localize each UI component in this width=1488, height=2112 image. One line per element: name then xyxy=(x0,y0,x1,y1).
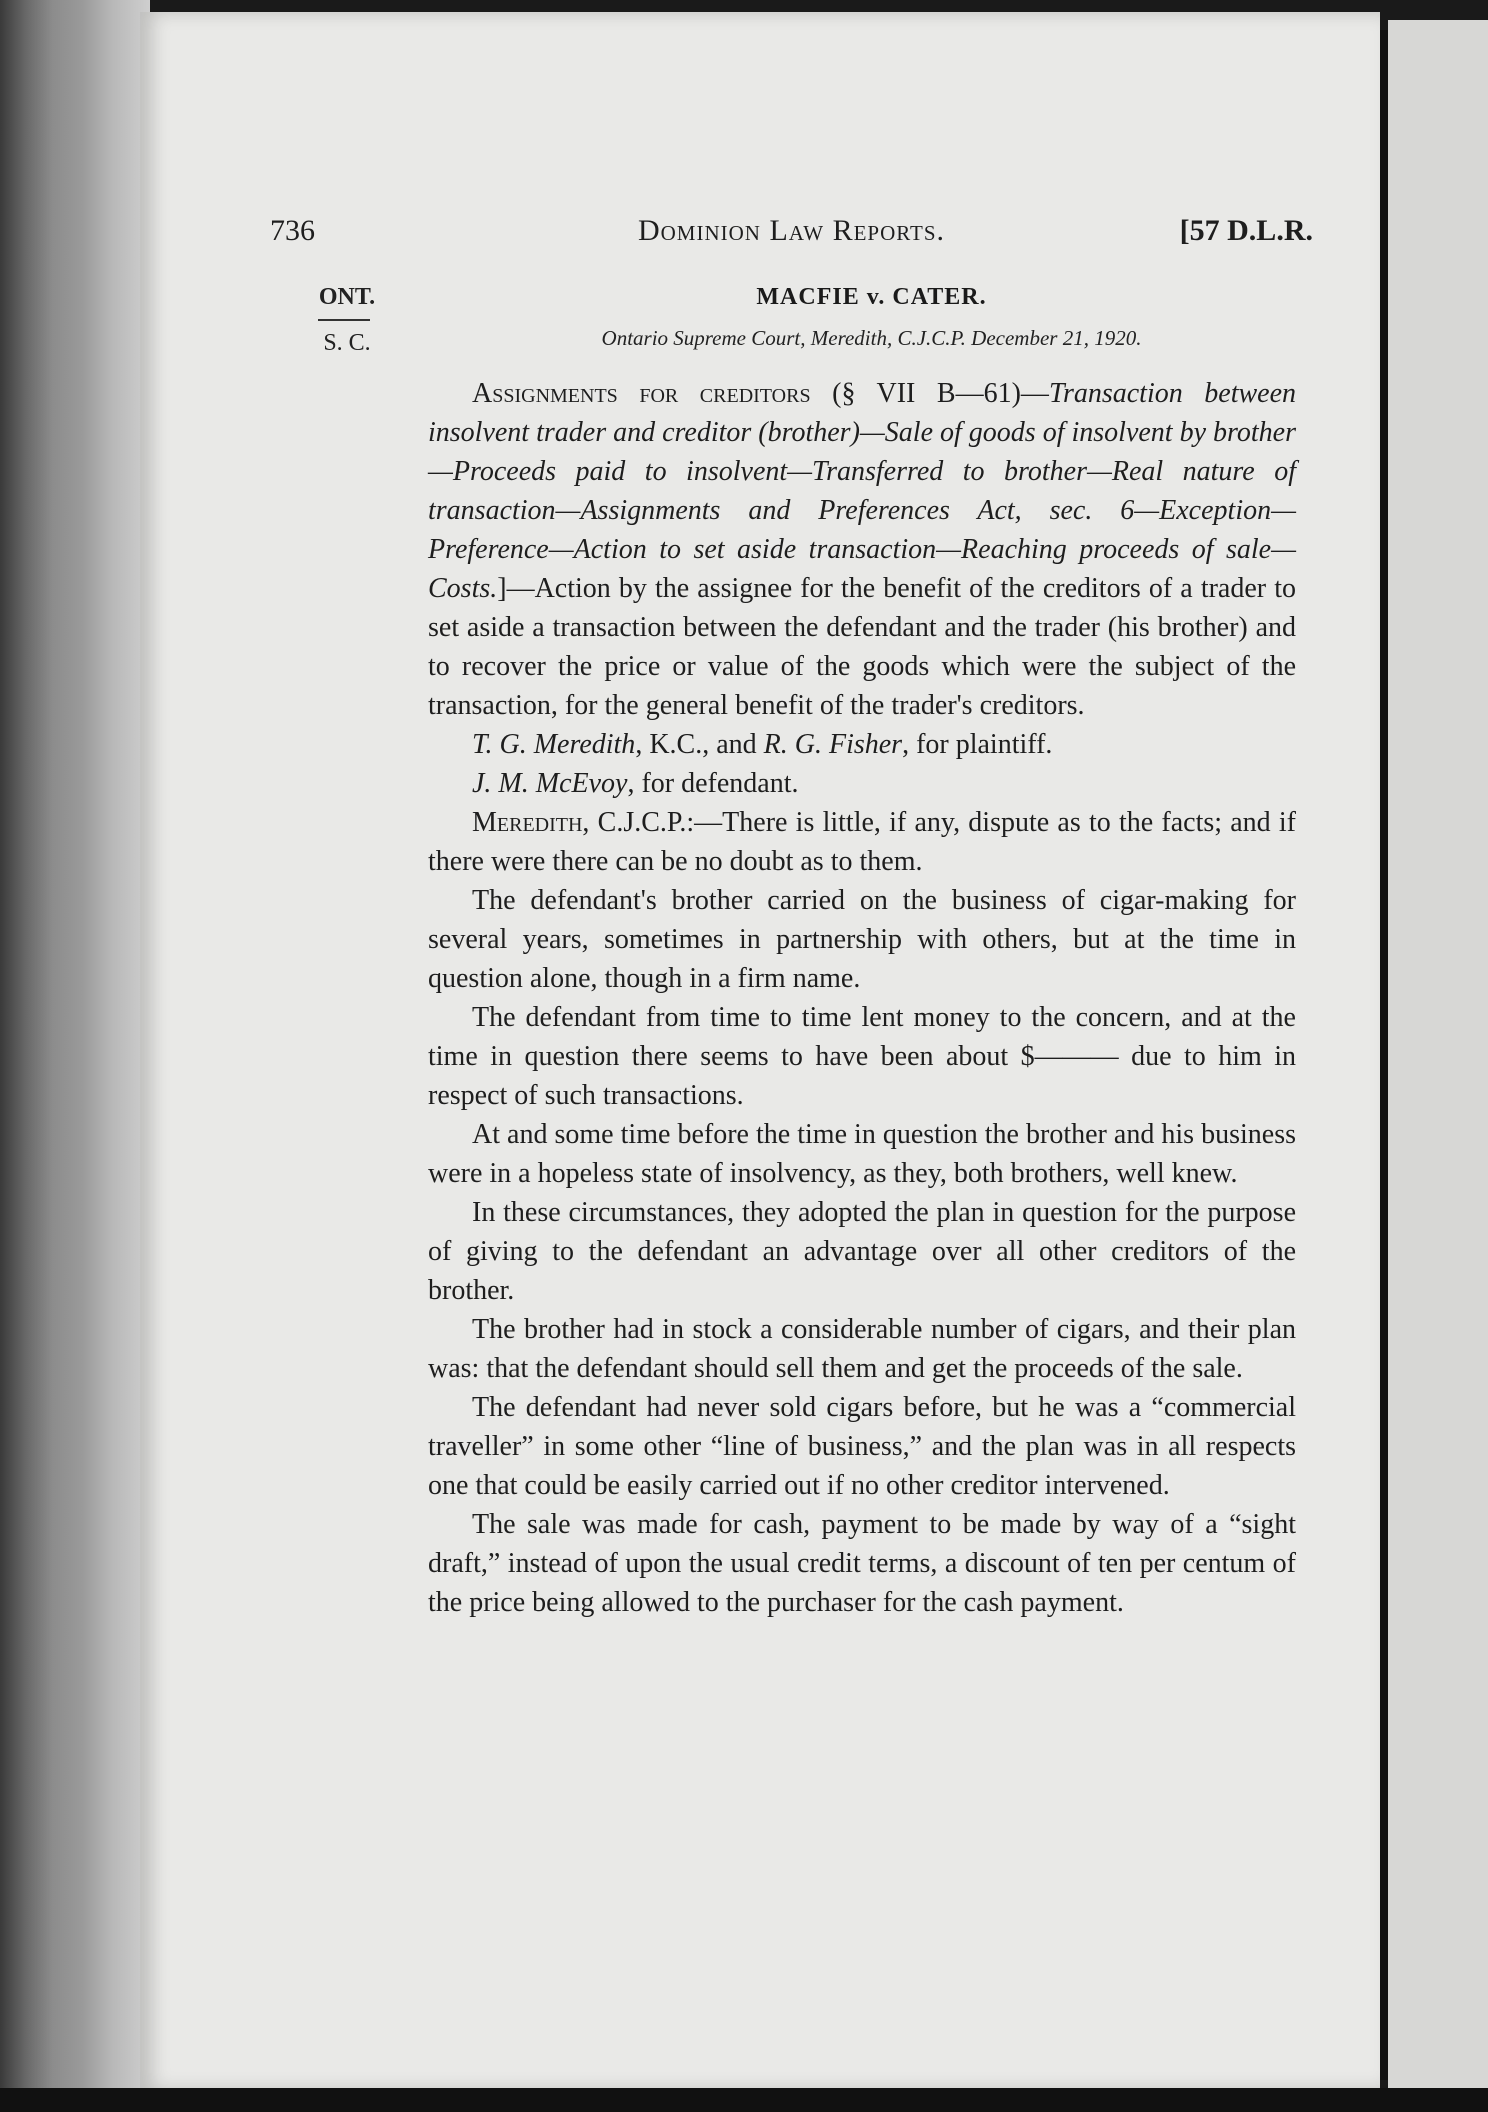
court-line: Ontario Supreme Court, Meredith, C.J.C.P. December 21, 1920. xyxy=(601,326,1142,350)
judgment-paragraph: The defendant from time to time lent money to the concern, and at the time in question there seems to have been about $——— due to him in respect of such transactions. xyxy=(428,1002,1296,1111)
book-gutter xyxy=(1380,30,1388,2080)
book-page-edges xyxy=(0,0,150,2112)
page-number: 736 xyxy=(270,214,315,247)
margin-court: S. C. xyxy=(323,330,371,356)
margin-province: ONT. xyxy=(318,284,376,310)
book-title: Dominion Law Reports. xyxy=(637,214,946,247)
report-body xyxy=(428,374,1296,1622)
judgment-paragraph: In these circumstances, they adopted the plan in question for the purpose of giving to the defendant an advantage over all other creditors of the brother. xyxy=(428,1197,1296,1306)
counsel-defendant: J. M. McEvoy, for defendant. xyxy=(472,768,799,799)
judgment-paragraph: The sale was made for cash, payment to be made by way of a “sight draft,” instead of upon the usual credit terms, a discount of ten per centum of the price being allowed to the purchaser for the cash payment. xyxy=(428,1509,1296,1618)
judge-name: Meredith, C.J.C.P. xyxy=(472,807,687,838)
margin-rule xyxy=(318,319,370,321)
headnote xyxy=(428,374,1296,725)
headnote-text: ]—Action by the assignee for the benefit of the creditors of a trader to set aside a transaction between the defendant and the trader (his brother) and to recover the price or value of the goods which were the subject of the transaction, for the general benefit of the trader's creditors. xyxy=(428,573,1296,721)
counsel-plaintiff: T. G. Meredith, K.C., and R. G. Fisher, for plaintiff. xyxy=(472,729,1053,760)
headnote-section: (§ VII B—61)— xyxy=(832,378,1049,409)
case-title: MACFIE v. CATER. xyxy=(756,284,987,310)
judgment-paragraph: The brother had in stock a considerable number of cigars, and their plan was: that the defendant should sell them and get the proceeds of the sale. xyxy=(428,1314,1296,1384)
judgment-opening: Meredith, C.J.C.P.:—There is little, if any, dispute as to the facts; and if there were there can be no doubt as to them. xyxy=(428,807,1297,877)
running-head xyxy=(270,214,1313,254)
headnote-topic: Assignments for creditors xyxy=(472,378,811,409)
judgment-paragraph: At and some time before the time in question the brother and his business were in a hopeless state of insolvency, as they, both brothers, well knew. xyxy=(428,1119,1296,1189)
headnote-digest: Transaction between insolvent trader and creditor (brother)—Sale of goods of insolvent by brother—Proceeds paid to insolvent—Transferred to brother—Real nature of transaction—Assignments and Preferences Act, sec. 6—Exception—Preference—Action to set aside transaction—Reaching proceeds of sale—Costs. xyxy=(428,378,1297,604)
volume-reference: [57 D.L.R. xyxy=(1179,214,1313,247)
facing-page-edge xyxy=(1388,20,1488,2090)
scan-bottom-border xyxy=(0,2088,1488,2112)
judgment-paragraph: The defendant had never sold cigars before, but he was a “commercial traveller” in some other “line of business,” and the plan was in all respects one that could be easily carried out if no other creditor intervened. xyxy=(428,1392,1296,1501)
judgment-paragraph: The defendant's brother carried on the business of cigar-making for several years, sometimes in partnership with others, but at the time in question alone, though in a firm name. xyxy=(428,885,1296,994)
